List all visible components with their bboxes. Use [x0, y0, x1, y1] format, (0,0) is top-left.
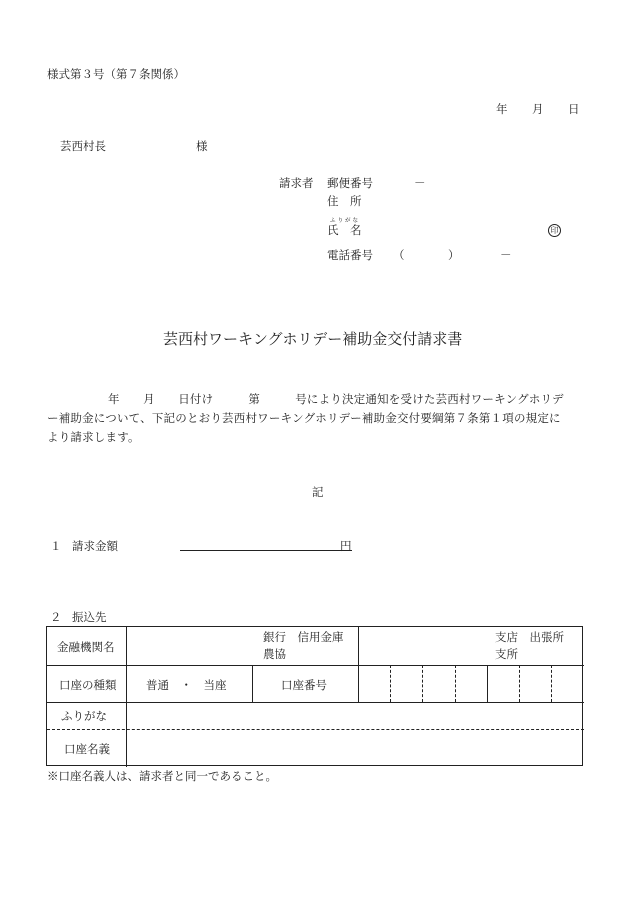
postal-dash: －: [414, 176, 426, 190]
account-type-divider: [252, 665, 253, 702]
bank-name-label: 金融機関名: [57, 640, 115, 654]
branch-type-line1: 支店 出張所: [495, 630, 564, 644]
account-number-label: 口座番号: [281, 678, 327, 692]
branch-type-line2: 支所: [495, 647, 518, 661]
row-divider: [47, 702, 584, 703]
ki-heading: 記: [312, 485, 324, 499]
address-label: 住 所: [327, 194, 362, 208]
digit-divider: [455, 665, 456, 702]
row-divider-dashed: [47, 729, 584, 730]
row-divider: [47, 665, 584, 666]
digit-divider: [390, 665, 391, 702]
addressee-honorific: 様: [196, 139, 208, 153]
date-year: 年: [496, 102, 508, 116]
phone-dash: －: [500, 248, 512, 262]
body-line-3: より請求します。: [47, 430, 140, 444]
label-column-divider: [126, 627, 127, 767]
postal-label: 郵便番号: [327, 176, 373, 190]
account-holder-label: 口座名義: [64, 742, 110, 756]
document-title: 芸西村ワーキングホリデー補助金交付請求書: [163, 330, 463, 348]
item2-number: ２: [50, 610, 62, 624]
account-number-divider: [358, 665, 359, 702]
transfer-table: [46, 626, 583, 766]
item1-label: 請求金額: [72, 539, 118, 553]
form-number: 様式第３号（第７条関係）: [47, 67, 185, 81]
item1-number: １: [50, 539, 62, 553]
furigana-label: ふりがな: [61, 709, 107, 723]
addressee-name: 芸西村長: [60, 139, 106, 153]
digit-divider: [551, 665, 552, 702]
date-day: 日: [568, 102, 580, 116]
amount-unit: 円: [340, 539, 352, 553]
body-line-2: ー補助金について、下記のとおり芸西村ワーキングホリデー補助金交付要綱第７条第１項の規定に: [47, 411, 561, 425]
item2-label: 振込先: [72, 610, 107, 624]
amount-field[interactable]: [180, 550, 352, 551]
account-type-options[interactable]: 普通 ・ 当座: [146, 678, 227, 692]
digit-divider: [487, 665, 488, 702]
account-type-label: 口座の種類: [59, 678, 117, 692]
bank-type-line2: 農協: [263, 647, 286, 661]
date-month: 月: [532, 102, 544, 116]
digit-divider: [519, 665, 520, 702]
name-label: 氏 名: [327, 223, 362, 237]
note: ※口座名義人は、請求者と同一であること。: [47, 769, 277, 783]
phone-open-paren: （: [393, 248, 405, 262]
name-ruby: ふりがな: [330, 218, 361, 224]
seal-icon: 印: [548, 224, 561, 237]
phone-label: 電話番号: [327, 248, 373, 262]
phone-close-paren: ）: [448, 248, 460, 262]
seal-mark: [548, 222, 561, 237]
body-line-1: 年 月 日付け 第 号により決定通知を受けた芸西村ワーキングホリデ: [108, 392, 564, 406]
bank-branch-divider: [358, 627, 359, 665]
digit-divider: [422, 665, 423, 702]
bank-type-line1: 銀行 信用金庫: [263, 630, 344, 644]
requester-label: 請求者: [279, 176, 314, 190]
